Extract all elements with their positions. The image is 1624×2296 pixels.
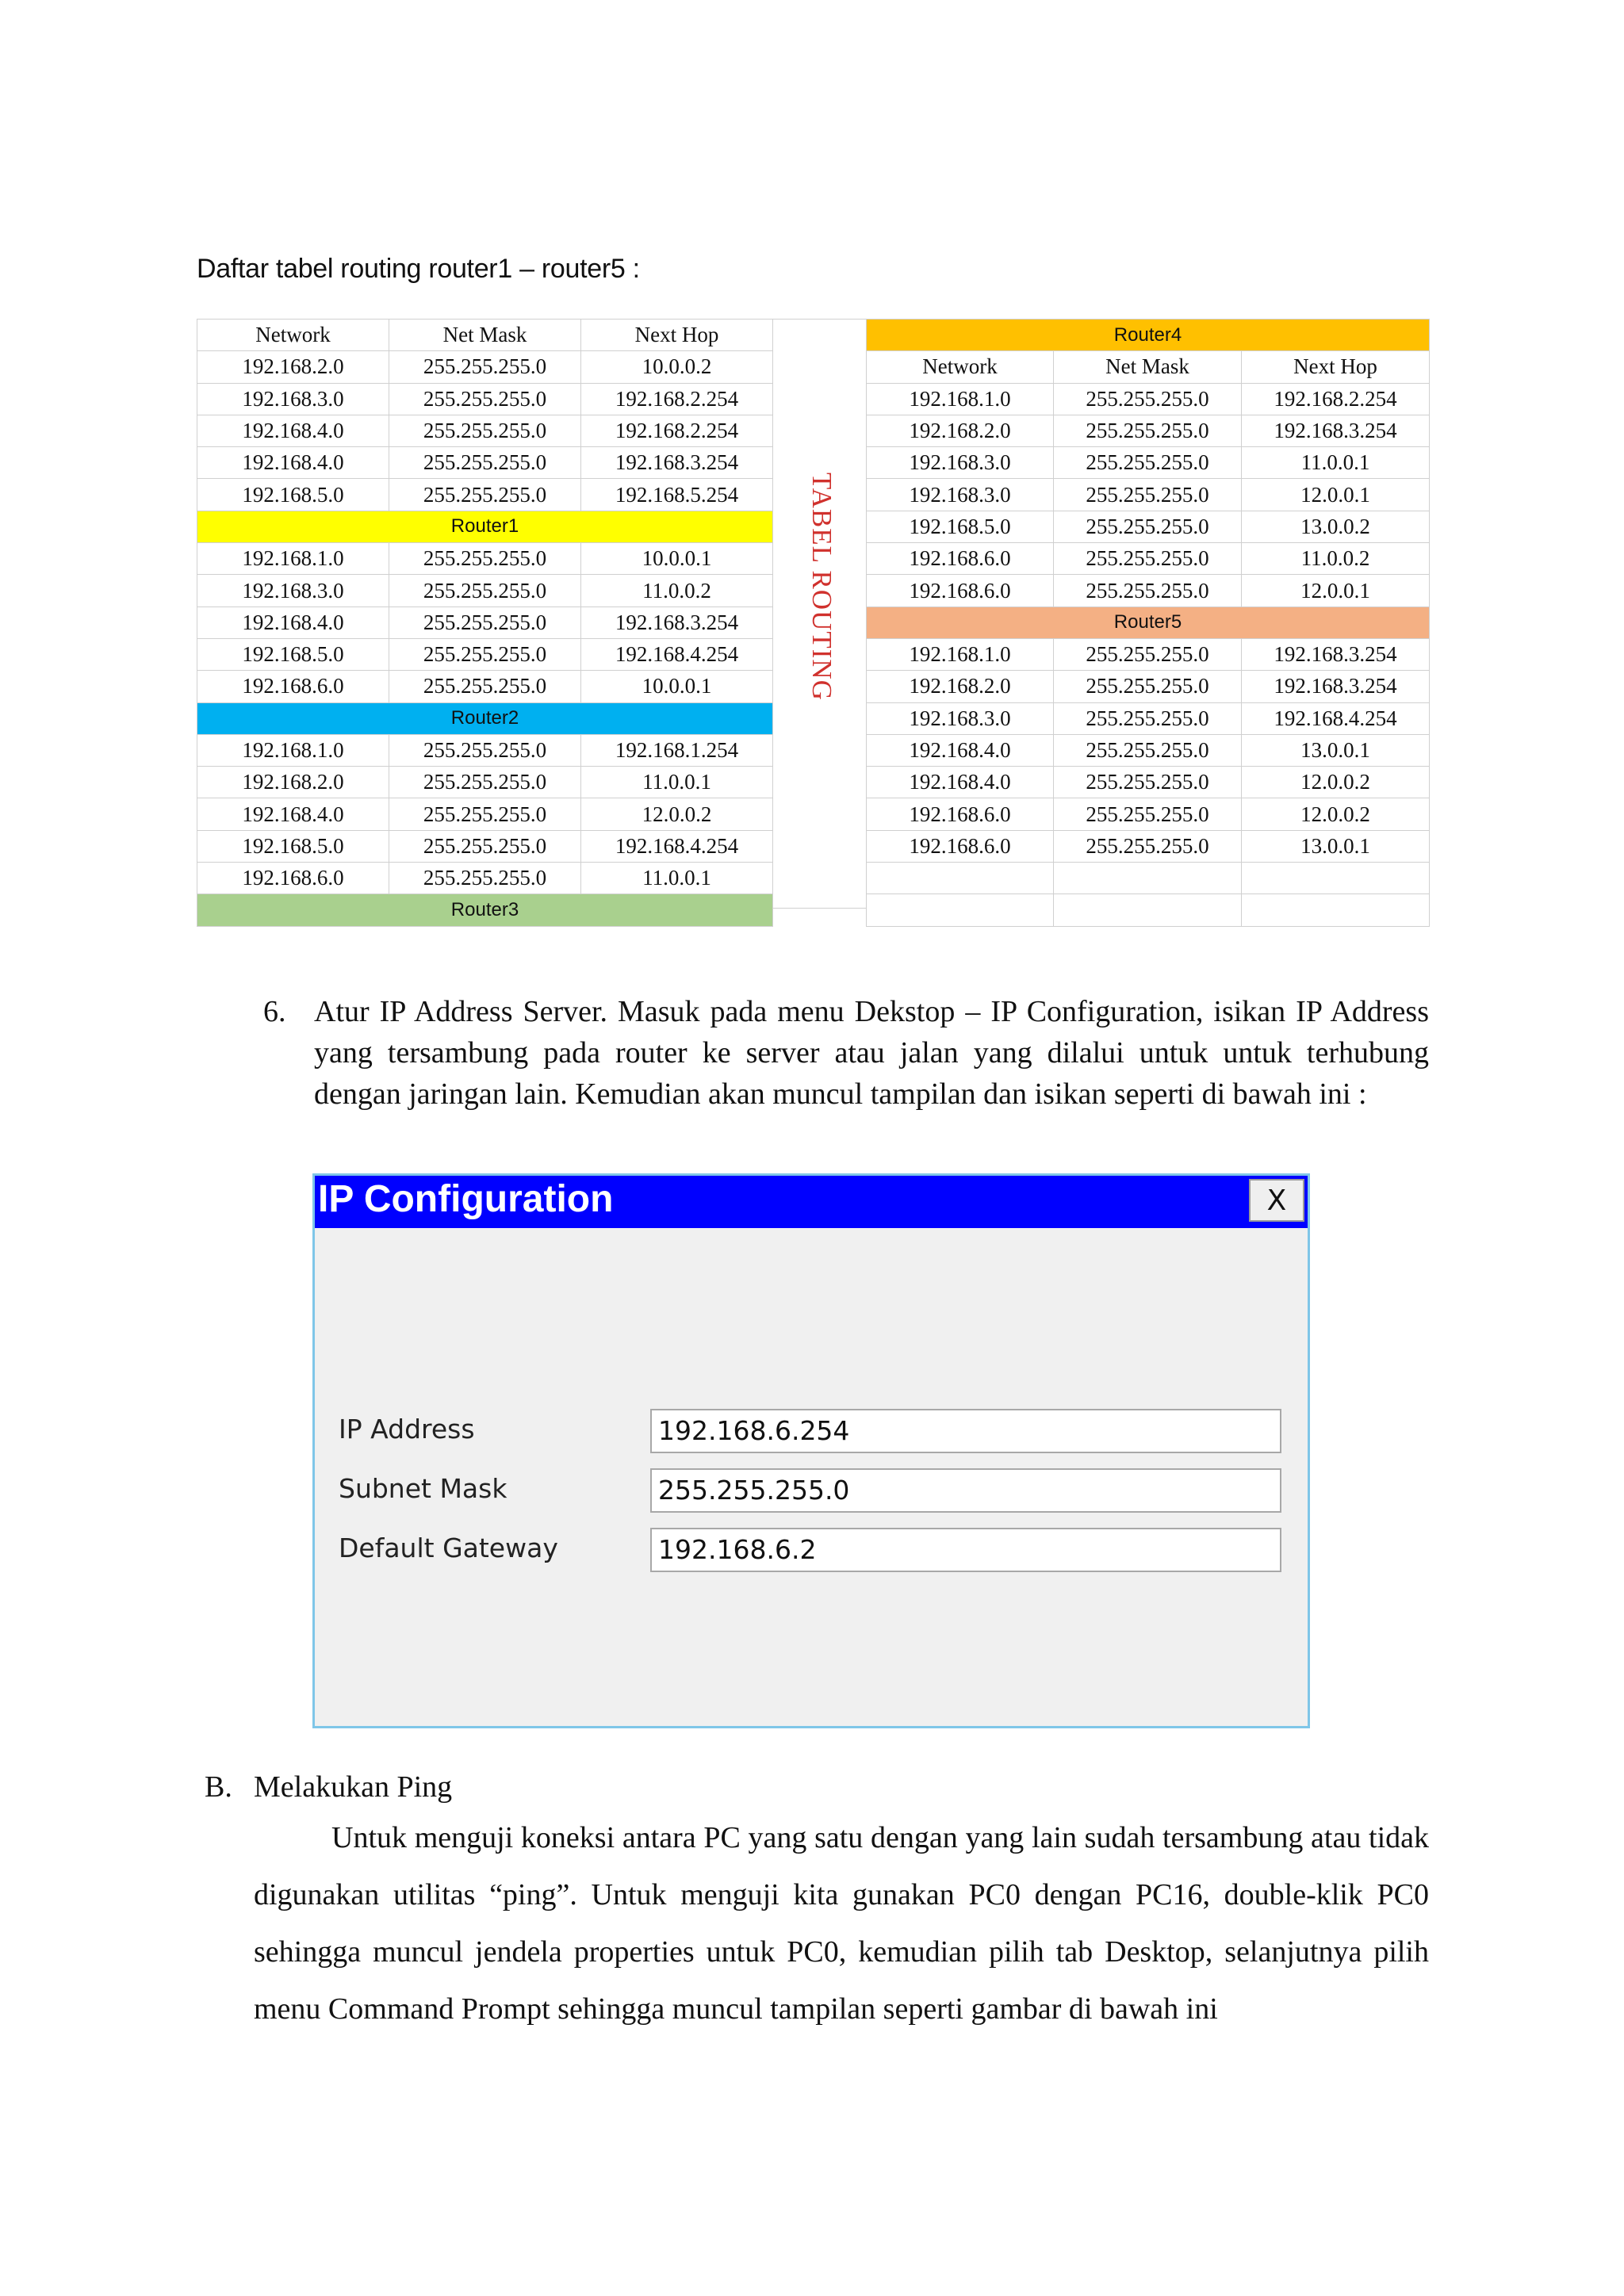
nexthop-cell: 10.0.0.2 [581,351,773,383]
netmask-cell: 255.255.255.0 [389,671,581,702]
router2-banner-row [197,702,773,734]
tabel-routing-label: TABEL ROUTING [806,473,837,701]
table-row [197,415,773,446]
subnet-mask-field[interactable]: 255.255.255.0 [650,1468,1281,1513]
netmask-cell: 255.255.255.0 [389,575,581,607]
nexthop-cell: 192.168.3.254 [1242,638,1430,670]
table-row [197,543,773,575]
nexthop-cell: 12.0.0.1 [1242,575,1430,607]
empty-row [867,863,1430,894]
empty-cell [867,863,1054,894]
header-row [197,320,773,351]
empty-row [867,894,1430,926]
table-row [867,767,1430,798]
router3-banner-row [197,894,773,926]
network-cell: 192.168.4.0 [197,798,389,830]
network-cell: 192.168.6.0 [867,830,1054,862]
netmask-cell: 255.255.255.0 [1054,447,1242,479]
empty-cell [1054,863,1242,894]
network-cell: 192.168.2.0 [197,767,389,798]
header-cell: Next Hop [581,320,773,351]
network-cell: 192.168.5.0 [867,511,1054,542]
nexthop-cell: 192.168.3.254 [581,607,773,638]
network-cell: 192.168.4.0 [867,767,1054,798]
router4-label: Router4 [867,320,1430,351]
router3-label: Router3 [197,894,773,926]
network-cell: 192.168.5.0 [197,638,389,670]
nexthop-cell: 12.0.0.2 [1242,798,1430,830]
netmask-cell: 255.255.255.0 [389,447,581,479]
router4-banner-row [867,320,1430,351]
netmask-cell: 255.255.255.0 [1054,638,1242,670]
empty-cell [1054,894,1242,926]
netmask-cell: 255.255.255.0 [1054,798,1242,830]
router1-label: Router1 [197,511,773,542]
empty-cell [867,894,1054,926]
netmask-cell: 255.255.255.0 [1054,415,1242,446]
network-cell: 192.168.6.0 [867,798,1054,830]
nexthop-cell: 192.168.2.254 [581,415,773,446]
table-row [197,767,773,798]
empty-cell [1242,863,1430,894]
table-row [867,543,1430,575]
table-row [197,575,773,607]
network-cell: 192.168.4.0 [197,447,389,479]
routing-table-right [866,319,1430,927]
table-row [867,447,1430,479]
table-row [867,479,1430,511]
network-cell: 192.168.2.0 [867,671,1054,702]
ip-address-field[interactable]: 192.168.6.254 [650,1409,1281,1453]
network-cell: 192.168.3.0 [867,447,1054,479]
netmask-cell: 255.255.255.0 [389,415,581,446]
ip-configuration-dialog [312,1173,1310,1728]
ip-address-label: IP Address [339,1414,475,1445]
netmask-cell: 255.255.255.0 [389,638,581,670]
header-row [867,351,1430,383]
nexthop-cell: 11.0.0.1 [581,863,773,894]
section-title: Melakukan Ping [254,1770,453,1804]
table-row [197,830,773,862]
network-cell: 192.168.1.0 [197,734,389,766]
routing-table-left [197,319,773,927]
table-row [867,734,1430,766]
table-row [867,671,1430,702]
table-row [867,798,1430,830]
network-cell: 192.168.6.0 [867,575,1054,607]
table-row [197,383,773,415]
subnet-mask-label: Subnet Mask [339,1473,508,1504]
netmask-cell: 255.255.255.0 [1054,671,1242,702]
dialog-title-bar [315,1176,1308,1228]
section-letter: B. [205,1770,232,1804]
table-row [197,447,773,479]
table-row [197,671,773,702]
netmask-cell: 255.255.255.0 [389,607,581,638]
table-row [197,479,773,511]
nexthop-cell: 11.0.0.1 [1242,447,1430,479]
table-row [197,734,773,766]
step-text: Atur IP Address Server. Masuk pada menu Dekstop – IP Configuration, isikan IP Address yang tersambung pada router ke server atau jalan yang dilalui untuk untuk terhubung dengan jaringan lain. Kemudian akan muncul tampilan dan isikan seperti di bawah ini : [314,995,1429,1111]
nexthop-cell: 192.168.4.254 [581,830,773,862]
header-cell: Network [197,320,389,351]
nexthop-cell: 12.0.0.2 [581,798,773,830]
nexthop-cell: 13.0.0.1 [1242,830,1430,862]
table-row [867,638,1430,670]
nexthop-cell: 192.168.1.254 [581,734,773,766]
netmask-cell: 255.255.255.0 [1054,830,1242,862]
netmask-cell: 255.255.255.0 [1054,511,1242,542]
netmask-cell: 255.255.255.0 [1054,734,1242,766]
table-row [867,830,1430,862]
table-row [197,638,773,670]
section-b-paragraph: Untuk menguji koneksi antara PC yang satu dengan yang lain sudah tersambung atau tidak digunakan utilitas “ping”. Untuk menguji kita gunakan PC0 dengan PC16, double-klik PC0 sehingga muncul jendela properties untuk PC0, kemudian pilih tab Desktop, selanjutnya pilih menu Command Prompt sehingga muncul tampilan seperti gambar di bawah ini [254,1821,1429,2026]
network-cell: 192.168.1.0 [867,638,1054,670]
nexthop-cell: 11.0.0.2 [581,575,773,607]
nexthop-cell: 192.168.4.254 [1242,702,1430,734]
step-number: 6. [263,995,286,1028]
nexthop-cell: 11.0.0.1 [581,767,773,798]
network-cell: 192.168.5.0 [197,830,389,862]
network-cell: 192.168.1.0 [197,543,389,575]
network-cell: 192.168.6.0 [197,863,389,894]
table-row [867,575,1430,607]
network-cell: 192.168.6.0 [197,671,389,702]
header-cell: Net Mask [389,320,581,351]
default-gateway-label: Default Gateway [339,1533,558,1563]
nexthop-cell: 12.0.0.1 [1242,479,1430,511]
netmask-cell: 255.255.255.0 [1054,767,1242,798]
network-cell: 192.168.2.0 [867,415,1054,446]
netmask-cell: 255.255.255.0 [389,798,581,830]
table-row [867,415,1430,446]
network-cell: 192.168.5.0 [197,479,389,511]
nexthop-cell: 192.168.4.254 [581,638,773,670]
dialog-title: IP Configuration [318,1178,614,1220]
netmask-cell: 255.255.255.0 [1054,479,1242,511]
router1-banner-row [197,511,773,542]
table-row [867,511,1430,542]
netmask-cell: 255.255.255.0 [1054,575,1242,607]
close-button[interactable]: X [1249,1179,1304,1222]
nexthop-cell: 192.168.3.254 [1242,671,1430,702]
netmask-cell: 255.255.255.0 [389,479,581,511]
nexthop-cell: 13.0.0.1 [1242,734,1430,766]
network-cell: 192.168.2.0 [197,351,389,383]
netmask-cell: 255.255.255.0 [1054,702,1242,734]
network-cell: 192.168.1.0 [867,383,1054,415]
header-cell: Net Mask [1054,351,1242,383]
network-cell: 192.168.3.0 [867,702,1054,734]
nexthop-cell: 192.168.2.254 [581,383,773,415]
table-row [197,798,773,830]
empty-cell [1242,894,1430,926]
table-row [867,383,1430,415]
table-row [197,351,773,383]
netmask-cell: 255.255.255.0 [1054,543,1242,575]
netmask-cell: 255.255.255.0 [389,383,581,415]
network-cell: 192.168.4.0 [197,607,389,638]
netmask-cell: 255.255.255.0 [389,767,581,798]
nexthop-cell: 11.0.0.2 [1242,543,1430,575]
table-row [197,607,773,638]
nexthop-cell: 192.168.2.254 [1242,383,1430,415]
nexthop-cell: 10.0.0.1 [581,671,773,702]
network-cell: 192.168.3.0 [867,479,1054,511]
nexthop-cell: 12.0.0.2 [1242,767,1430,798]
network-cell: 192.168.3.0 [197,383,389,415]
page-heading: Daftar tabel routing router1 – router5 : [197,254,640,284]
network-cell: 192.168.4.0 [197,415,389,446]
netmask-cell: 255.255.255.0 [1054,383,1242,415]
router2-label: Router2 [197,702,773,734]
nexthop-cell: 192.168.5.254 [581,479,773,511]
table-row [197,863,773,894]
nexthop-cell: 13.0.0.2 [1242,511,1430,542]
netmask-cell: 255.255.255.0 [389,863,581,894]
nexthop-cell: 10.0.0.1 [581,543,773,575]
header-cell: Next Hop [1242,351,1430,383]
table-row [867,702,1430,734]
header-cell: Network [867,351,1054,383]
network-cell: 192.168.3.0 [197,575,389,607]
nexthop-cell: 192.168.3.254 [581,447,773,479]
nexthop-cell: 192.168.3.254 [1242,415,1430,446]
default-gateway-field[interactable]: 192.168.6.2 [650,1528,1281,1572]
netmask-cell: 255.255.255.0 [389,734,581,766]
router5-banner-row [867,607,1430,638]
network-cell: 192.168.6.0 [867,543,1054,575]
network-cell: 192.168.4.0 [867,734,1054,766]
router5-label: Router5 [867,607,1430,638]
netmask-cell: 255.255.255.0 [389,543,581,575]
netmask-cell: 255.255.255.0 [389,830,581,862]
netmask-cell: 255.255.255.0 [389,351,581,383]
